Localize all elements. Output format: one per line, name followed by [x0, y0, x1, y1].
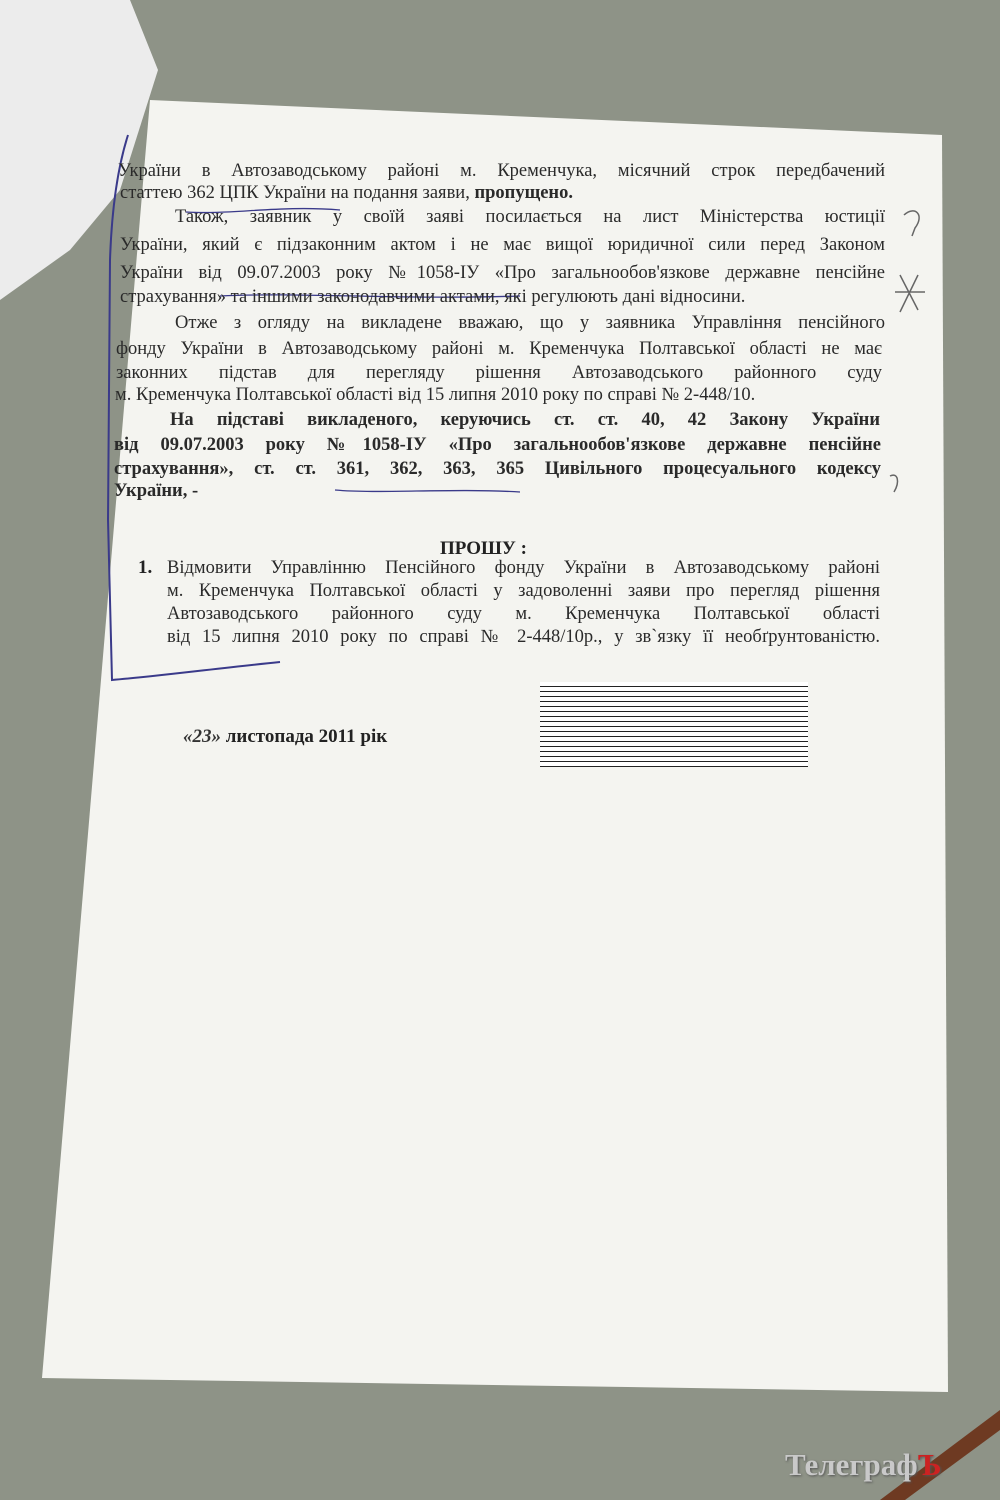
- text-line: законних підстав для перегляду рішення Автозаводського районного суду: [116, 363, 882, 383]
- redacted-signature: [540, 682, 808, 767]
- text-line: На підставі викладеного, керуючись ст. ст. 40, 42 Закону України: [170, 410, 880, 430]
- date-month-year: листопада 2011 рік: [221, 726, 388, 747]
- text-line: України, який є підзаконним актом і не має вищої юридичної сили перед Законом: [120, 235, 885, 255]
- document-date: [183, 726, 387, 748]
- watermark-text: Телеграф: [785, 1447, 918, 1482]
- watermark-logo: [785, 1447, 941, 1483]
- list-item-line: Відмовити Управлінню Пенсійного фонду України в Автозаводському районі: [167, 558, 880, 578]
- watermark-suffix: Ъ: [917, 1447, 942, 1482]
- text-line: фонду України в Автозаводському районі м. Кременчука Полтавської області не має: [116, 339, 882, 359]
- text-line: України, -: [114, 481, 199, 501]
- list-item-line: від 15 липня 2010 року по справі № 2-448/10р., у зв`язку її необґрунтованістю.: [167, 627, 880, 647]
- text-line: Отже з огляду на викладене вважаю, що у заявника Управління пенсійного: [175, 313, 885, 333]
- text-line: [120, 182, 573, 204]
- text-line: статтею 362 ЦПК України на подання заяви,: [120, 183, 475, 203]
- text-line: України від 09.07.2003 року №1058-ІУ «Про загальнообов'язкове державне пенсійне: [120, 263, 885, 283]
- text-line: України в Автозаводському районі м. Кременчука, місячний строк передбачений: [118, 161, 885, 181]
- list-number: 1.: [138, 557, 153, 578]
- list-item-line: Автозаводського районного суду м. Кременчука Полтавської області: [167, 604, 880, 624]
- request-heading: ПРОШУ :: [440, 538, 527, 559]
- date-day: «23»: [183, 726, 221, 747]
- bold-text: пропущено.: [474, 183, 573, 203]
- text-line: м. Кременчука Полтавської області від 15 липня 2010 року по справі № 2-448/10.: [115, 385, 756, 405]
- text-line: від 09.07.2003 року №1058-ІУ «Про загальнообов'язкове державне пенсійне: [114, 435, 881, 455]
- text-line: страхування», ст. ст. 361, 362, 363, 365 Цивільного процесуального кодексу: [114, 459, 881, 479]
- text-line: страхування» та іншими законодавчими актами, які регулюють дані відносини.: [120, 287, 746, 307]
- text-line: Також, заявник у своїй заяві посилається на лист Міністерства юстиції: [175, 207, 885, 227]
- list-item-line: м. Кременчука Полтавської області у задоволенні заяви про перегляд рішення: [167, 581, 880, 601]
